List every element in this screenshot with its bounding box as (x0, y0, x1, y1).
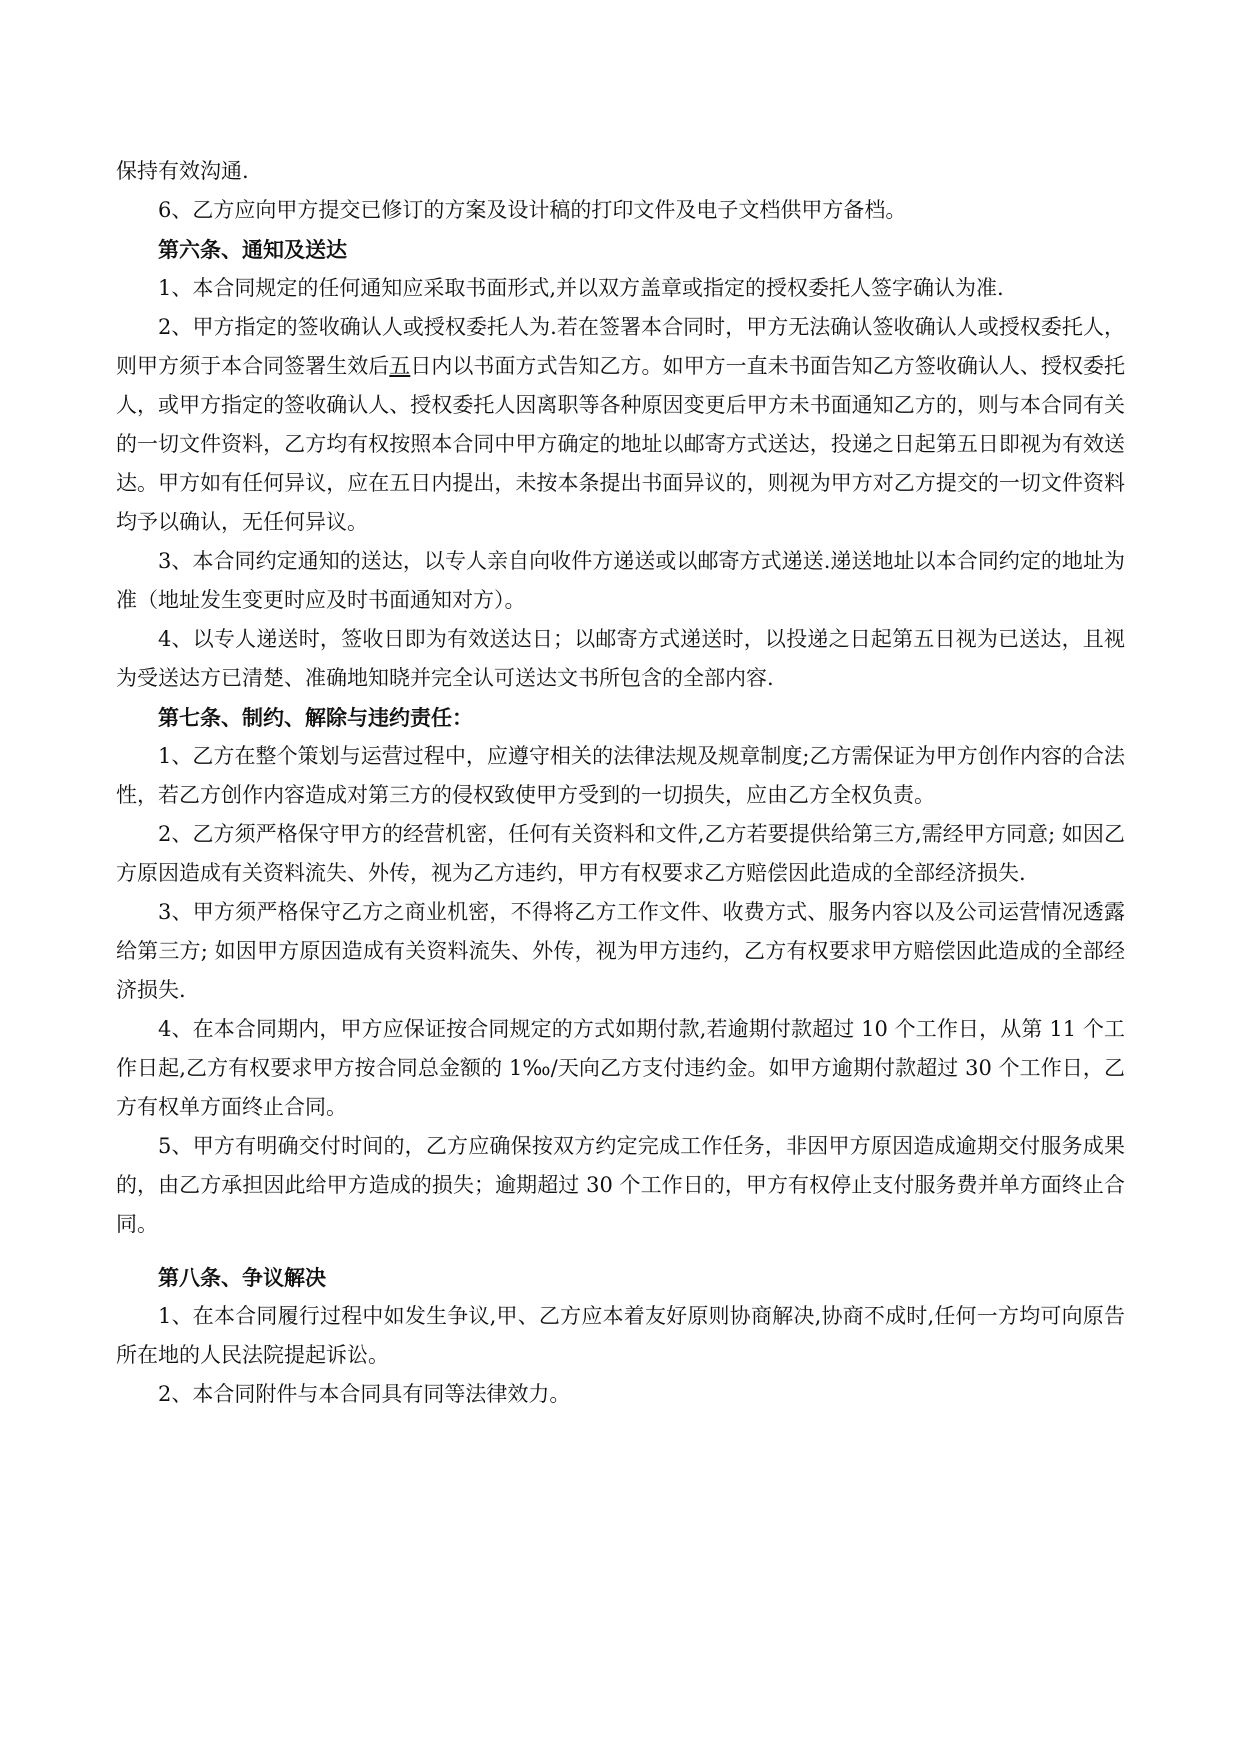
paragraph-6-2 (116, 308, 1125, 542)
paragraph-6-2-part-a: 2、甲方指定的签收确认人或授权委托人为.若在签署本合同时，甲方无法确认签收确认人或授权委托人，则甲方须于本合同签署生效后 (116, 315, 1125, 378)
paragraph-7-2: 2、乙方须严格保守甲方的经营机密，任何有关资料和文件,乙方若要提供给第三方,需经甲方同意; 如因乙方原因造成有关资料流失、外传，视为乙方违约，甲方有权要求乙方赔偿因此造成的全部经济损失. (116, 822, 1125, 885)
paragraph-8-2: 2、本合同附件与本合同具有同等法律效力。 (158, 1382, 571, 1406)
section-spacer (116, 1244, 1125, 1258)
paragraph-8-1: 1、在本合同履行过程中如发生争议,甲、乙方应本着友好原则协商解决,协商不成时,任何一方均可向原告所在地的人民法院提起诉讼。 (116, 1304, 1125, 1367)
section-heading-7: 第七条、制约、解除与违约责任： (158, 705, 473, 730)
paragraph-6-4: 4、以专人递送时，签收日即为有效送达日；以邮寄方式递送时，以投递之日起第五日视为已送达，且视为受送达方已清楚、准确地知晓并完全认可送达文书所包含的全部内容. (116, 627, 1125, 690)
paragraph-6-3: 3、本合同约定通知的送达，以专人亲自向收件方递送或以邮寄方式递送.递送地址以本合同约定的地址为准（地址发生变更时应及时书面通知对方）。 (116, 549, 1125, 612)
paragraph-7-5: 5、甲方有明确交付时间的，乙方应确保按双方约定完成工作任务，非因甲方原因造成逾期交付服务成果的，由乙方承担因此给甲方造成的损失；逾期超过 30 个工作日的，甲方有权停止支付服务费并单方面终止合同。 (116, 1134, 1125, 1236)
paragraph-7-3: 3、甲方须严格保守乙方之商业机密，不得将乙方工作文件、收费方式、服务内容以及公司运营情况透露给第三方; 如因甲方原因造成有关资料流失、外传，视为甲方违约，乙方有权要求甲方赔偿因此造成的全部经济损失. (116, 900, 1125, 1002)
section-heading-8: 第八条、争议解决 (158, 1265, 326, 1290)
paragraph-5-6: 6、乙方应向甲方提交已修订的方案及设计稿的打印文件及电子文档供甲方备档。 (158, 198, 907, 222)
paragraph-6-1: 1、本合同规定的任何通知应采取书面形式,并以双方盖章或指定的授权委托人签字确认为准. (158, 276, 1004, 300)
section-heading-6: 第六条、通知及送达 (158, 237, 347, 262)
document-page (116, 152, 1125, 1414)
paragraph-continuation: 保持有效沟通. (116, 159, 249, 183)
paragraph-7-1: 1、乙方在整个策划与运营过程中，应遵守相关的法律法规及规章制度;乙方需保证为甲方创作内容的合法性，若乙方创作内容造成对第三方的侵权致使甲方受到的一切损失，应由乙方全权负责。 (116, 744, 1125, 807)
paragraph-6-2-part-b: 日内以书面方式告知乙方。如甲方一直未书面告知乙方签收确认人、授权委托人，或甲方指定的签收确认人、授权委托人因离职等各种原因变更后甲方未书面通知乙方的，则与本合同有关的一切文件资料，乙方均有权按照本合同中甲方确定的地址以邮寄方式送达，投递之日起第五日即视为有效送达。甲方如有任何异议，应在五日内提出，未按本条提出书面异议的，则视为甲方对乙方提交的一切文件资料均予以确认，无任何异议。 (116, 354, 1126, 534)
underlined-days: 五 (389, 354, 411, 378)
paragraph-7-4: 4、在本合同期内，甲方应保证按合同规定的方式如期付款,若逾期付款超过 10 个工作日，从第 11 个工作日起,乙方有权要求甲方按合同总金额的 1‰/天向乙方支付违约金。如甲方逾期付款超过 30 个工作日，乙方有权单方面终止合同。 (116, 1017, 1125, 1119)
